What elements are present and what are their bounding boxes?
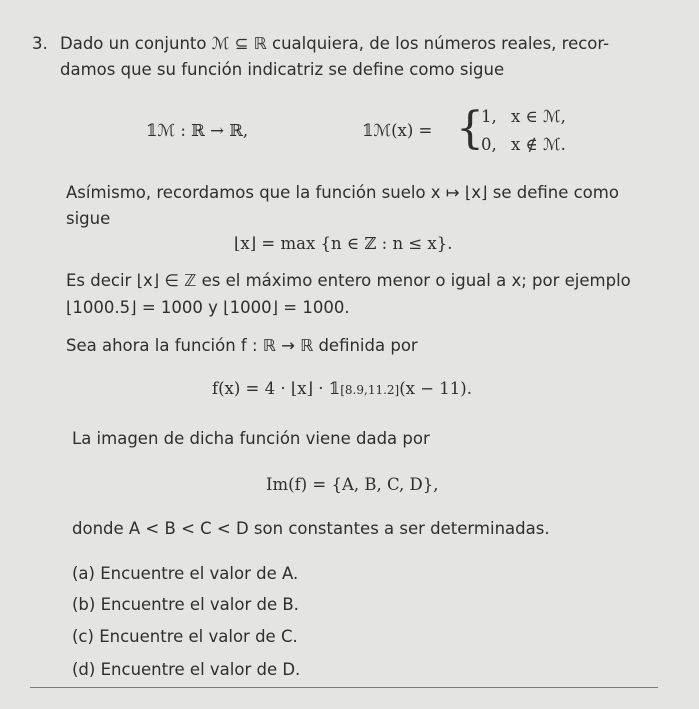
function-definition-right: (x − 11).	[399, 379, 472, 398]
part-c	[72, 626, 298, 648]
function-definition-left: f(x) = 4 · ⌊x⌋ · 𝟙	[212, 379, 341, 398]
floor-intro-line-2: sigue	[66, 209, 111, 228]
part-b	[72, 594, 299, 616]
image-definition: Im(f) = {A, B, C, D},	[266, 475, 439, 494]
part-b-label: (b)	[72, 595, 96, 614]
case-2-value: 0,	[481, 135, 497, 154]
part-b-text: Encuentre el valor de B.	[100, 595, 299, 614]
image-intro: La imagen de dicha función viene dada por	[72, 429, 430, 448]
part-a-text: Encuentre el valor de A.	[100, 564, 299, 583]
floor-definition: ⌊x⌋ = max {n ∈ ℤ : n ≤ x}.	[234, 234, 453, 253]
part-d-label: (d)	[72, 660, 96, 679]
part-d-text: Encuentre el valor de D.	[100, 660, 301, 679]
floor-intro-line-1: Asímismo, recordamos que la función suelo x ↦ ⌊x⌋ se define como	[66, 183, 619, 202]
part-a	[72, 563, 298, 585]
function-definition	[212, 378, 472, 401]
example-line-2: ⌊1000.5⌋ = 1000 y ⌊1000⌋ = 1000.	[66, 298, 350, 317]
function-definition-subscript: [8.9,11.2]	[340, 383, 400, 397]
example-line-1: Es decir ⌊x⌋ ∈ ℤ es el máximo entero menor o igual a x; por ejemplo	[66, 271, 631, 290]
case-2-condition: x ∉ ℳ.	[511, 135, 566, 154]
bottom-divider	[30, 687, 658, 688]
indicator-map: 𝟙ℳ : ℝ → ℝ,	[146, 121, 249, 140]
part-c-text: Encuentre el valor de C.	[99, 627, 298, 646]
intro-line-2: damos que su función indicatriz se define como sigue	[60, 60, 505, 79]
problem-number: 3.	[32, 34, 48, 53]
constants-line: donde A < B < C < D son constantes a ser determinadas.	[72, 519, 550, 538]
cases-brace: {	[456, 103, 484, 154]
indicator-definition-lhs: 𝟙ℳ(x) =	[362, 121, 433, 140]
part-a-label: (a)	[72, 564, 95, 583]
case-1-value: 1,	[481, 107, 497, 126]
case-1-condition: x ∈ ℳ,	[511, 107, 566, 126]
part-d	[72, 659, 300, 681]
part-c-label: (c)	[72, 627, 94, 646]
intro-line-1: Dado un conjunto ℳ ⊆ ℝ cualquiera, de los números reales, recor-	[60, 34, 610, 53]
function-intro: Sea ahora la función f : ℝ → ℝ definida por	[66, 336, 418, 355]
